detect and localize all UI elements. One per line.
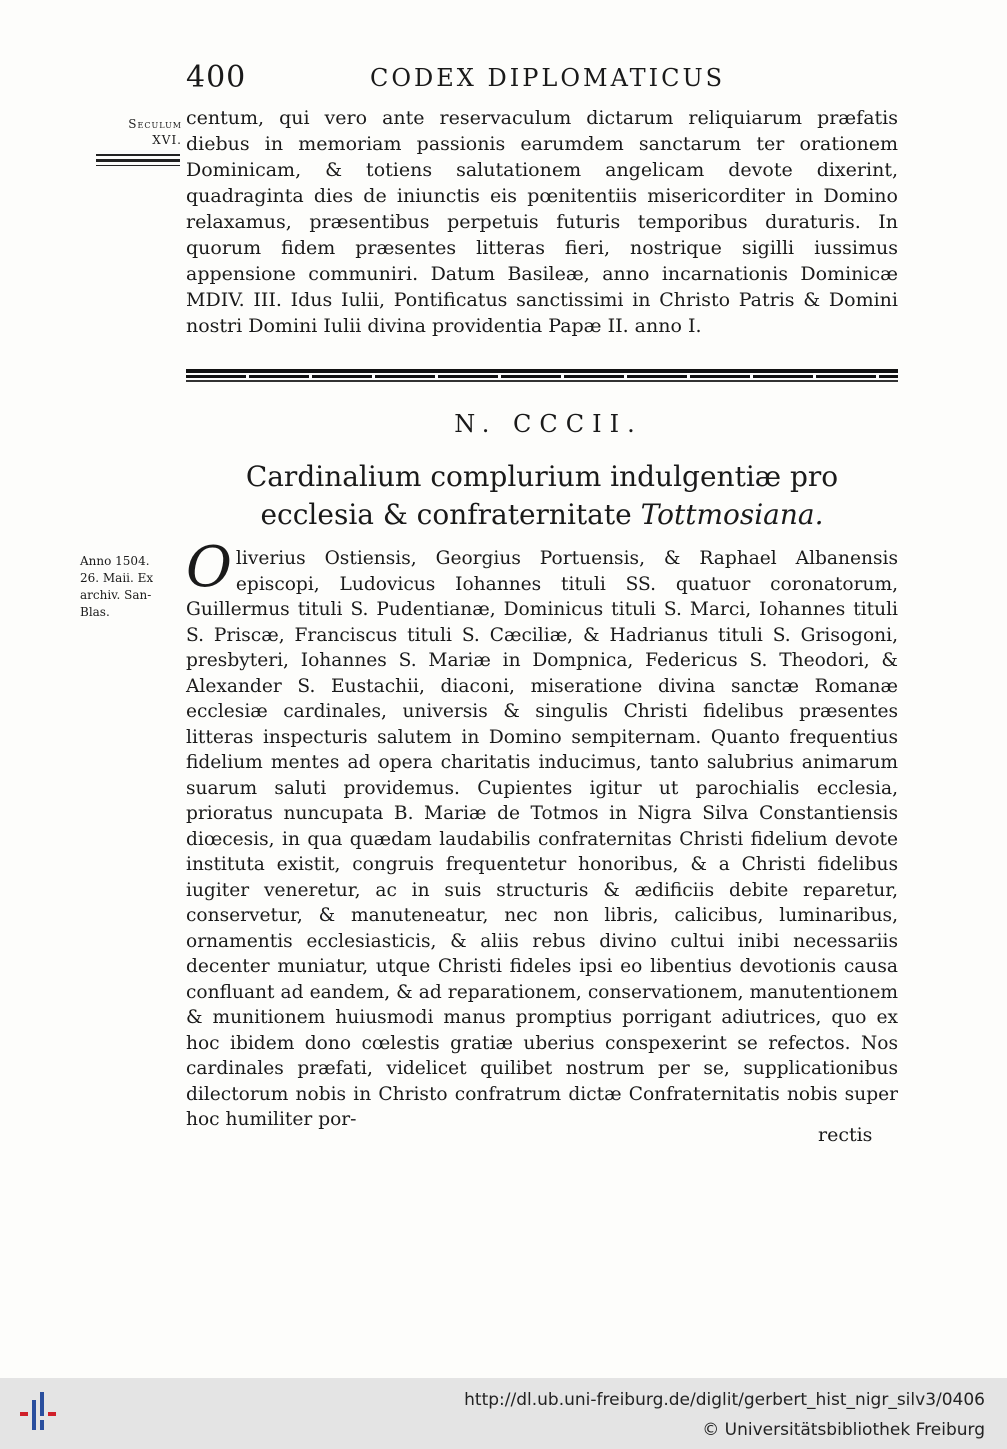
margin-rule xyxy=(96,165,180,166)
margin-anno-source: archiv. San- xyxy=(80,588,152,602)
margin-rule xyxy=(96,154,180,156)
running-title: CODEX DIPLOMATICUS xyxy=(370,64,726,92)
text-block-charter xyxy=(186,535,898,1133)
text-block-continuation xyxy=(186,105,898,339)
margin-anno-source-end: Blas. xyxy=(80,605,110,619)
document-number: N. CCCII. xyxy=(454,410,643,438)
document-title-text: Cardinalium complurium indulgentiæ pro ecclesia & confraternitate xyxy=(245,460,839,531)
document-title-italic: Tottmosiana. xyxy=(640,498,824,531)
margin-note-seculum xyxy=(96,116,182,148)
margin-seculum-label: Seculum xyxy=(128,117,182,131)
copyright-notice: © Universitätsbibliothek Freiburg xyxy=(702,1420,985,1440)
library-logo-icon[interactable] xyxy=(20,1392,64,1436)
margin-seculum-number: XVI. xyxy=(152,133,182,147)
paragraph: liverius Ostiensis, Georgius Portuensis, & Raphael Albanensis episcopi, Ludovicus Iohannes tituli SS. quatuor coronatorum, Guillermus tituli S. Pudentianæ, Dominicus tituli S. Marci, Iohannes tituli S. Priscæ, Franciscus tituli S. Cæciliæ, & Hadrianus tituli S. Grisogoni, presbyteri, Iohannes S. Mariæ in Dompnica, Federicus S. Theodori, & Alexander S. Eustachii, diaconi, miseratione divina sanctæ Romanæ ecclesiæ cardinales, universis & singulis Christi fidelibus præsentes litteras inspecturis salutem in Domino sempiternam. Quanto frequentius fidelium mentes ad opera charitatis inducimus, tanto salubrius animarum suarum saluti providemus. Cupientes igitur ut parochialis ecclesia, prioratus nuncupata B. Mariæ de Totmos in Nigra Silva Constantiensis diœcesis, in qua quædam laudabilis confraternitas Christi fidelium devote instituta existit, congruis frequentetur honoribus, & a Christi fidelibus iugiter veneretur, ac in suis structuris & ædificiis debite reparetur, conservetur, & manuteneatur, nec non libris, calicibus, luminaribus, ornamentis ecclesiasticis, & aliis rebus divino cultui inibi necessariis decenter muniatur, utque Christi fideles ipsi eo libentius devotionis causa confluant ad eandem, & ad reparationem, conservationem, manutentionem & munitionem huiusmodi manus promptius porrigant adiutrices, quo ex hoc ibidem dono cœlestis gratiæ uberius conspexerint se refectos. Nos cardinales præfati, videlicet quilibet nostrum per se, supplicationibus dilectorum nobis in Christo confratrum dictæ Confraternitatis nobis super hoc humiliter por- xyxy=(186,548,898,1130)
paragraph: centum, qui vero ante reservaculum dictarum reliquiarum præfatis diebus in memoriam passionis earumdem sanctarum ter orationem Dominicam, & totiens salutationem angelicam devote dixerint, quadraginta dies de iniunctis eis pœnitentiis misericorditer in Domino relaxamus, præsentibus perpetuis futuris temporibus duraturis. In quorum fidem præsentes litteras fieri, nostrique sigilli iussimus appensione communiri. Datum Basileæ, anno incarnationis Dominicæ MDIV. III. Idus Iulii, Pontificatus sanctissimi in Christo Patris & Domini nostri Domini Iulii divina providentia Papæ II. anno I. xyxy=(186,107,898,337)
document-title xyxy=(186,458,898,534)
ornamental-divider xyxy=(186,369,898,383)
margin-rule xyxy=(96,159,180,162)
margin-note-anno xyxy=(80,553,180,621)
drop-cap: O xyxy=(186,535,232,600)
permalink-url[interactable]: http://dl.ub.uni-freiburg.de/diglit/gerbert_hist_nigr_silv3/0406 xyxy=(464,1390,985,1410)
running-head xyxy=(0,58,1007,98)
margin-anno-year: Anno 1504. xyxy=(80,554,150,568)
margin-anno-date: 26. Maii. Ex xyxy=(80,571,154,585)
page-number: 400 xyxy=(186,60,247,95)
catchword: rectis xyxy=(818,1124,873,1146)
viewer-footer xyxy=(0,1378,1007,1449)
